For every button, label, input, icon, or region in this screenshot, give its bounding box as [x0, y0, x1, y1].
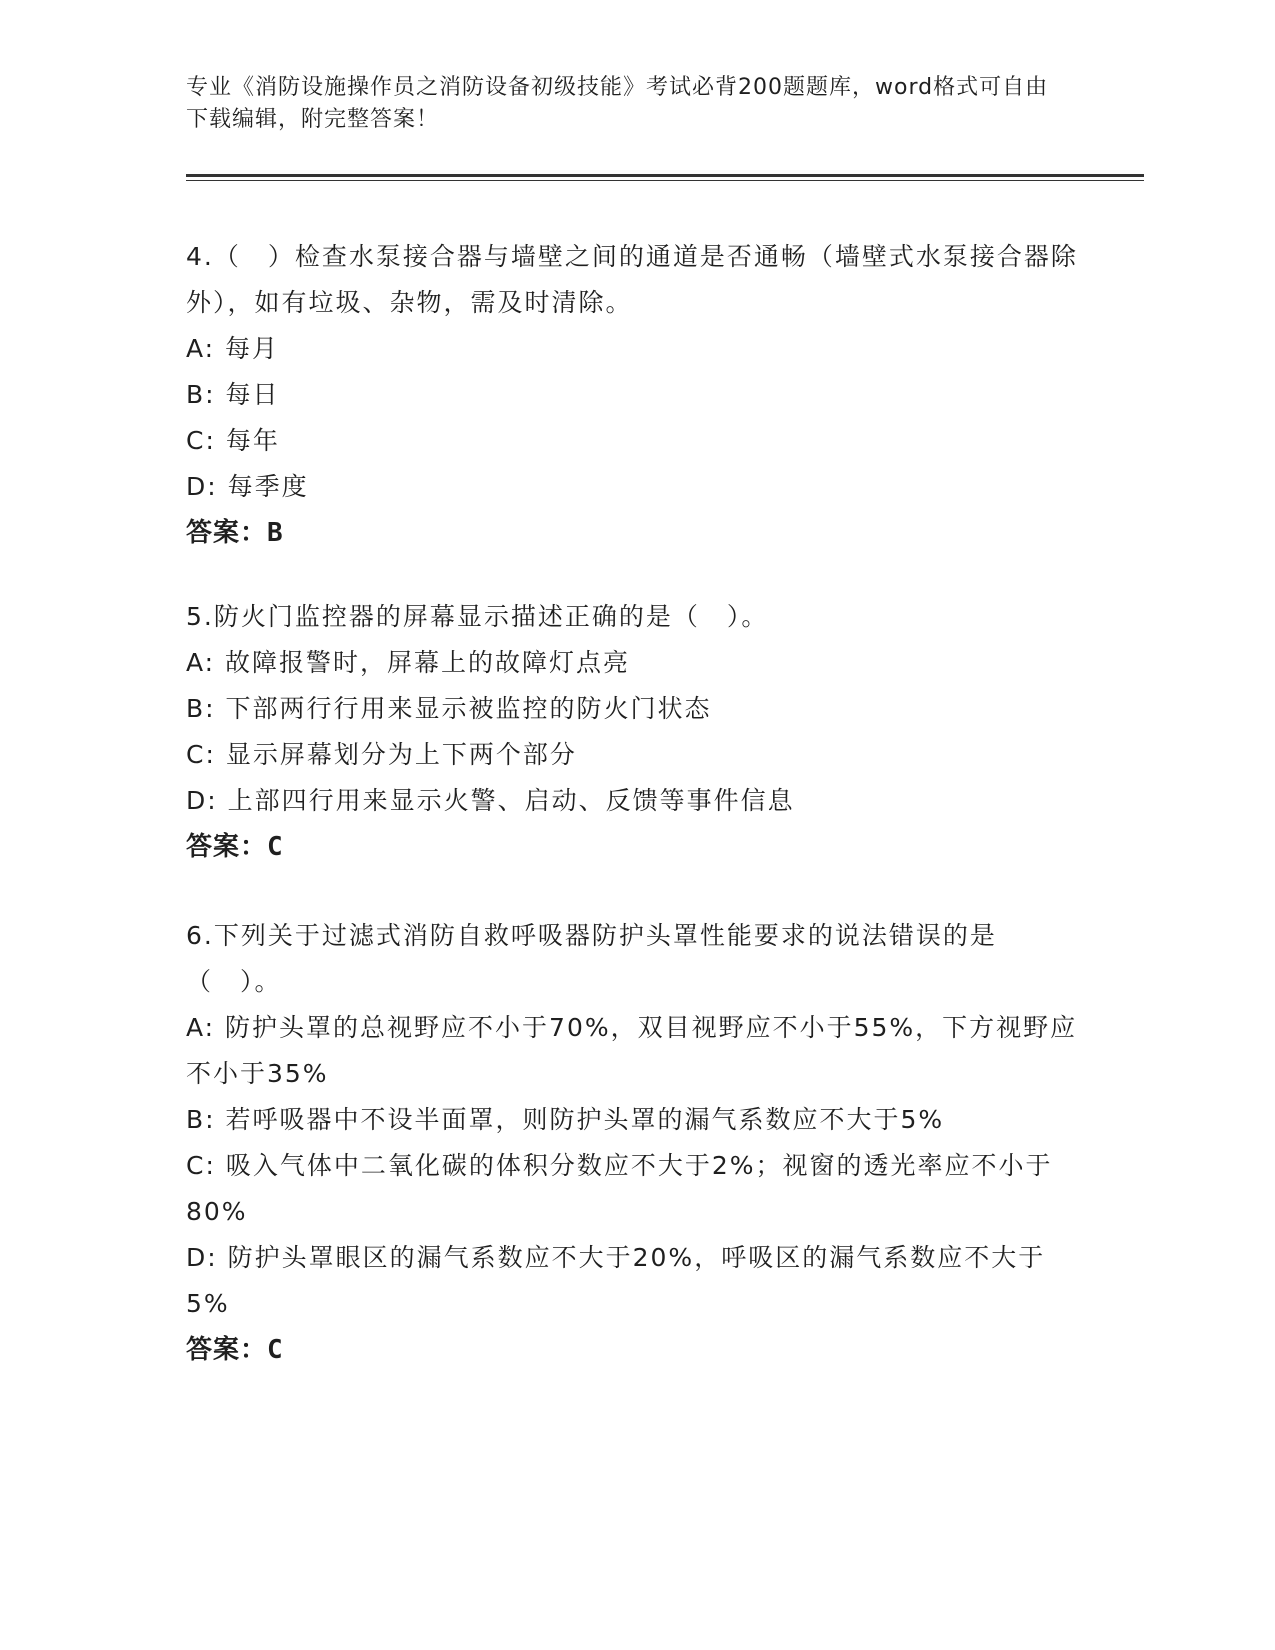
header-divider-thin: [186, 180, 1144, 181]
option-c: C: 每年: [186, 426, 280, 455]
question-stem: 4.（ ）检查水泵接合器与墙壁之间的通道是否通畅（墙壁式水泵接合器除外），如有垃圾、杂物，需及时清除。: [186, 242, 1078, 317]
option-b: B: 若呼吸器中不设半面罩，则防护头罩的漏气系数应不大于5%: [186, 1105, 945, 1134]
question-stem: 6.下列关于过滤式消防自救呼吸器防护头罩性能要求的说法错误的是（ ）。: [186, 921, 997, 996]
answer-line: 答案：B: [186, 518, 284, 548]
option-c: C: 吸入气体中二氧化碳的体积分数应不大于2%；视窗的透光率应不小于80%: [186, 1151, 1053, 1226]
question-block: [186, 594, 1086, 870]
document-header: 专业《消防设施操作员之消防设备初级技能》考试必背200题题库，word格式可自由下载编辑，附完整答案！: [186, 75, 1049, 132]
option-c: C: 显示屏幕划分为上下两个部分: [186, 740, 577, 769]
option-d: D: 每季度: [186, 472, 309, 501]
answer-line: 答案：C: [186, 832, 284, 862]
option-b: B: 每日: [186, 380, 280, 409]
option-d: D: 防护头罩眼区的漏气系数应不大于20%，呼吸区的漏气系数应不大于5%: [186, 1243, 1046, 1318]
option-d: D: 上部四行用来显示火警、启动、反馈等事件信息: [186, 786, 795, 815]
option-a: A: 防护头罩的总视野应不小于70%，双目视野应不小于55%，下方视野应不小于35%: [186, 1013, 1078, 1088]
header-divider-thick: [186, 174, 1144, 177]
question-block: [186, 913, 1086, 1373]
option-a: A: 故障报警时，屏幕上的故障灯点亮: [186, 648, 631, 677]
option-a: A: 每月: [186, 334, 280, 363]
answer-line: 答案：C: [186, 1335, 284, 1365]
question-block: [186, 234, 1086, 556]
option-b: B: 下部两行行用来显示被监控的防火门状态: [186, 694, 712, 723]
question-stem: 5.防火门监控器的屏幕显示描述正确的是（ ）。: [186, 602, 769, 631]
